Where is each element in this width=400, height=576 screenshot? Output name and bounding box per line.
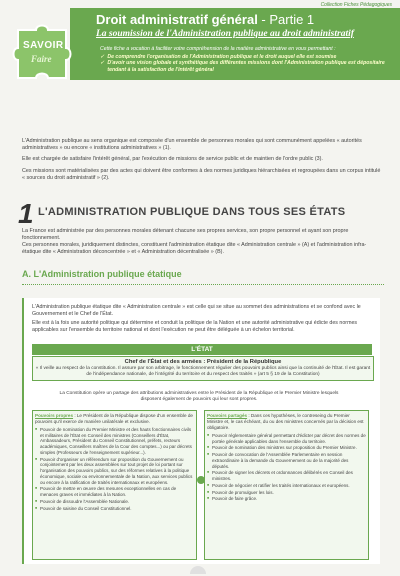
- etat-box: [22, 298, 380, 564]
- shared-powers-column: [204, 410, 369, 560]
- paragraph-3: Ces missions sont matérialisées par des actes qui doivent être conformes à des normes juridiques hiérarchisées et regroupées dans un corpus intitulé « sources du droit administratif » (2).: [22, 168, 381, 182]
- list-item: ■ Pouvoir de faire grâce.: [207, 496, 366, 502]
- section-title: L'ADMINISTRATION PUBLIQUE DANS TOUS SES ÉTATS: [38, 206, 346, 218]
- head-of-state-title: Chef de l'État et des armées : Président de la République: [124, 359, 282, 365]
- subsection-heading: A. L'Administration publique étatique: [22, 269, 182, 279]
- list-item: ■ Pouvoir de dissoudre l'Assemblée Nationale.: [35, 499, 194, 505]
- title-part: - Partie 1: [257, 12, 315, 27]
- own-powers-column: [32, 410, 197, 560]
- section-paragraph-2: Ces personnes morales, juridiquement distinctes, constituent l'administration étatique dite « Administration centrale » (A) et l'administration infra-étatique dite « Administration déconcentrée » et « Administration décentralisée » (B).: [22, 242, 367, 256]
- constitution-text: La Constitution opère un partage des attributions administratives entre le Président de la République et le Premier Ministre lesquels disposent également de pouvoirs qui leur sont propres.: [59, 391, 339, 403]
- list-item: ■ Pouvoir de saisine du Conseil Constitutionnel.: [35, 506, 194, 512]
- head-of-state-box: [32, 356, 374, 381]
- divider: [22, 284, 384, 285]
- paragraph-2: Elle est chargée de satisfaire l'intérêt général, par l'exécution de missions de service public et de maintien de l'ordre public (3).: [22, 156, 323, 162]
- list-item: ■ Pouvoir de négocier et ratifier les traités internationaux et européens.: [207, 483, 366, 489]
- puzzle-badge-icon: [10, 20, 74, 84]
- etat-label: L'ÉTAT: [32, 344, 372, 355]
- intro-text: Cette fiche a vocation à faciliter votre compréhension de la matière administrative en vous permettant :: [100, 46, 336, 52]
- list-item: ■ Pouvoir de promulguer les lois.: [207, 490, 366, 496]
- box-paragraph-2: Elle est à la fois une autorité politique qui détermine et conduit la politique de la Nation et une autorité administrative qui édicte des normes applicables sur l'ensemble du territoire national et dont l'exécution ne peut être déléguée à un échelon territorial.: [32, 320, 358, 334]
- page-title: [96, 12, 314, 27]
- intro-bullet-1: ✓ De comprendre l'organisation de l'Administration publique et le droit auquel elle est soumise: [100, 53, 337, 60]
- page-tab: [190, 566, 206, 574]
- badge-faire: Faire: [31, 54, 52, 64]
- check-icon: ✓: [100, 60, 105, 66]
- list-item: ■ Pouvoir réglementaire général permettant d'édicter par décret des normes de portée générale applicables dans l'ensemble du territoire.: [207, 433, 366, 445]
- list-item: ■ Pouvoir de convocation de l'Assemblée Parlementaire en session extraordinaire à la demande du Gouvernement ou de la majorité des députés.: [207, 452, 366, 469]
- list-item: ■ Pouvoir de nomination du Premier Ministre et des hauts fonctionnaires civils et militaires de l'État en Conseil des ministres (Conseillers d'État, Ambassadeurs, Président du Conseil Constitutionnel, préfets, recteurs académiques, Conseillers maîtres de la Cour des comptes...) ou par décrets simples (Professeurs de l'enseignement supérieur...).: [35, 427, 194, 456]
- own-powers-intro: Pouvoirs propres : Le Président de la République dispose d'un ensemble de pouvoirs qu'il exerce de manière unilatérale et exclusive.: [35, 413, 193, 424]
- page-subtitle: La soumission de l'Administration publique au droit administratif: [96, 29, 354, 39]
- section-paragraph-1: La France est administrée par des personnes morales détenant chacune ses propres services, son propre personnel et ayant son propre fonctionnement.: [22, 228, 349, 242]
- shared-powers-list: [207, 433, 366, 502]
- paragraph-1: L'Administration publique au sens organique est composée d'un ensemble de personnes morales qui sont communément appelées « autorités administratives » ou encore « institutions administratives » (1).: [22, 138, 362, 152]
- list-item: ■ Pouvoir de nomination des ministres sur proposition du Premier Ministre.: [207, 445, 366, 451]
- link-dot-icon: [197, 476, 205, 484]
- box-paragraph-1: L'Administration publique étatique dite « Administration centrale » est celle qui se situe au sommet des administrations et se confond avec le Gouvernement et le Chef de l'État.: [32, 304, 361, 318]
- check-icon: ✓: [100, 53, 105, 60]
- own-powers-list: [35, 427, 194, 512]
- title-main: Droit administratif général: [96, 12, 258, 27]
- list-item: ■ Pouvoir de signer les décrets et ordonnances délibérés en Conseil des ministres.: [207, 470, 366, 482]
- section-number: 1: [18, 198, 34, 229]
- list-item: ■ Pouvoir d'organiser un référendum sur proposition du Gouvernement ou conjointement par les deux assemblées sur tout projet de loi portant sur l'organisation des pouvoirs publics, sur des réformes relatives à la politique économique, sociale ou environnementale de la Nation, aux services publics ou encore à la ratification de traités internationaux et européens.: [35, 457, 194, 486]
- collection-label: Collection Fiches Pédagogiques: [320, 2, 392, 8]
- intro-block: [100, 46, 390, 73]
- shared-powers-intro: Pouvoirs partagés : Dans ces hypothèses, le contreseing du Premier Ministre et, le cas échéant, du ou des ministres concernés par la décision est obligatoire.: [207, 413, 364, 430]
- head-of-state-text: « Il veille au respect de la constitution. Il assure par son arbitrage, le fonctionnement régulier des pouvoirs publics ainsi que la continuité de l'État. Il est garant de l'indépendance nationale, de l'intégrité du territoire et du respect des traités » (art 5 § 19 de la Constitution): [35, 366, 371, 378]
- list-item: ■ Pouvoir de mettre en œuvre des mesures exceptionnelles en cas de menaces graves et immédiates à la Nation.: [35, 486, 194, 498]
- intro-bullet-2: ✓ D'avoir une vision globale et synthétique des différentes missions dont l'Administration publique est dépositaire tendant à la satisfaction de l'intérêt général: [100, 60, 385, 73]
- badge-savoir: SAVOIR: [23, 40, 64, 51]
